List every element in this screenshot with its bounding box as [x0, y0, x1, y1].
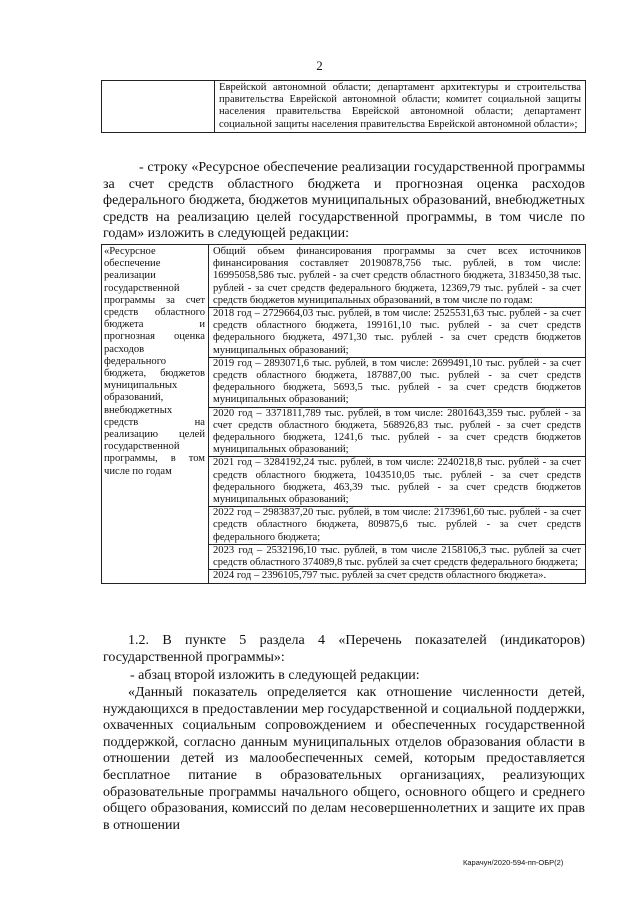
quote-paragraph: «Данный показатель определяется как отношение численности детей, нуждающихся в предоставлении мер государственной и социальной поддержки, охваченных социальным сопровождением и обеспеченных государственной поддержкой, согласно данным муниципальных отделов образования области в отношении детей из малообеспеченных семей, которым предоставляется бесплатное питание в образовательных организациях, реализующих образовательные программы начального общего, основного общего и среднего общего образования, комиссий по делам несовершеннолетних и защите их прав в отношении [103, 685, 585, 833]
responsible-table [101, 80, 586, 133]
top-table-left-cell [102, 81, 215, 133]
abzac-paragraph: - абзац второй изложить в следующей редакции: [130, 668, 420, 683]
resource-table [101, 244, 586, 584]
year-row: 2018 год – 2729664,03 тыс. рублей, в том числе: 2525531,63 тыс. рублей - за счет средств областного бюджета, 199161,10 тыс. рублей - за счет средств федерального бюджета, 4971,30 тыс. рублей - за счет средств бюджетов муниципальных образований; [209, 307, 585, 357]
resource-table-label: «Ресурсное обеспечение реализации государственной программы за счет средств областного бюджета и прогнозная оценка расходов федерального бюджета, бюджетов муниципальных образований, внебюджетных средств на реализацию целей государственной программы, в том числе по годам [102, 245, 209, 584]
total-financing-text: Общий объем финансирования программы за счет всех источников финансирования составляет 20190878,756 тыс. рублей, в том числе: 16995058,586 тыс. рублей - за счет средств областного бюджета, 3183450,38 тыс. рублей - за счет средств федерального бюджета, 12369,79 тыс. рублей - за счет средств бюджетов муниципальных образований, в том числе по годам: [213, 246, 581, 306]
footer-code: Карачун/2020-594-пп-ОБР(2) [463, 858, 564, 867]
year-row: 2022 год – 2983837,20 тыс. рублей, в том числе: 2173961,60 тыс. рублей - за счет средств областного бюджета, 809875,6 тыс. рублей - за счет средств федерального бюджета; [209, 506, 585, 544]
year-row: 2019 год – 2893071,6 тыс. рублей, в том числе: 2699491,10 тыс. рублей - за счет средств областного бюджета, 187887,00 тыс. рублей - за счет средств федерального бюджета, 5693,5 тыс. рублей - за счет средств бюджетов муниципальных образований; [209, 357, 585, 407]
year-row: 2024 год – 2396105,797 тыс. рублей за счет средств областного бюджета». [209, 569, 585, 582]
year-row: 2020 год – 3371811,789 тыс. рублей, в том числе: 2801643,359 тыс. рублей - за счет средств областного бюджета, 568926,83 тыс. рублей - за счет средств федерального бюджета, 1241,6 тыс. рублей - за счет средств бюджетов муниципальных образований; [209, 407, 585, 457]
year-row: 2021 год – 3284192,24 тыс. рублей, в том числе: 2240218,8 тыс. рублей - за счет средств областного бюджета, 1043510,05 тыс. рублей - за счет средств федерального бюджета, 463,39 тыс. рублей - за счет средств бюджетов муниципальных образований; [209, 456, 585, 506]
resource-table-content [209, 245, 586, 584]
point-paragraph: 1.2. В пункте 5 раздела 4 «Перечень показателей (индикаторов) государственной программы»: [103, 633, 585, 665]
year-row: 2023 год – 2532196,10 тыс. рублей, в том числе 2158106,3 тыс. рублей за счет средств областного 374089,8 тыс. рублей за счет средств федерального бюджета; [209, 544, 585, 569]
intro-paragraph: - строку «Ресурсное обеспечение реализации государственной программы за счет средств областного бюджета и прогнозная оценка расходов федерального бюджета, бюджетов муниципальных образований, внебюджетных средств на реализацию целей государственной программы, в том числе по годам» изложить в следующей редакции: [103, 160, 585, 242]
page-number: 2 [316, 58, 323, 73]
top-table-right-cell: Еврейской автономной области; департамент архитектуры и строительства правительства Еврейской автономной области; комитет социальной защиты населения правительства Еврейской автономной области; департамент социальной защиты населения правительства Еврейской автономной области»; [215, 81, 586, 133]
